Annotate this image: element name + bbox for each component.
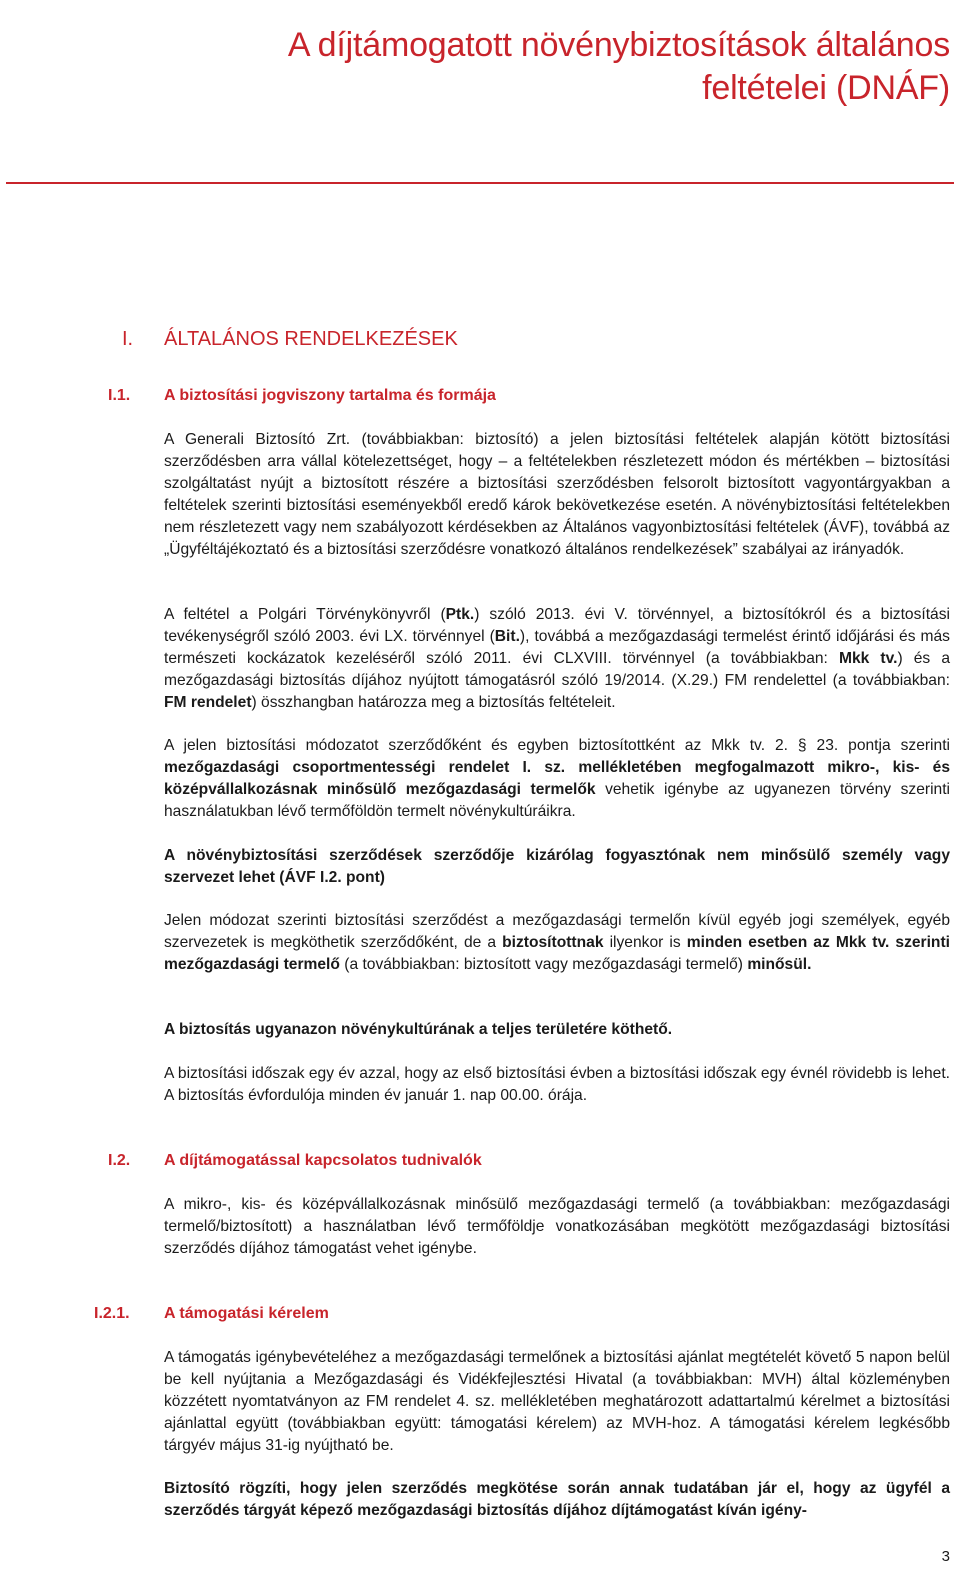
paragraph-other-contractors: Jelen módozat szerinti biztosítási szerződést a mezőgazdasági termelőn kívül egyéb jogi személyek, egyéb szervezetek is megköthetik szerződőként, de a biztosítottnak ilyenkor is minden esetben az Mkk tv. szerinti mezőgazdasági termelő (a továbbiakban: biztosított vagy mezőgazdasági termelő) minősül. <box>164 912 950 973</box>
paragraph-whole-area: A biztosítás ugyanazon növénykultúrának a teljes területére köthető. <box>164 1021 673 1038</box>
section-number: I.2.1. <box>94 1305 130 1322</box>
paragraph-intro: A Generali Biztosító Zrt. (továbbiakban: biztosító) a jelen biztosítási feltételek alapján kötött biztosítási szerződésben arra vállal kötelezettséget, hogy – a feltételekben részletezett módon és mértékben – biztosítási szolgáltatást nyújt a biztosított részére a biztosítási szerződésben felsorolt biztosított vagyontárgyakban a feltételek szerinti biztosítási eseményekből eredő károk bekövetkezése esetén. A növénybiztosítási feltételekben nem részletezett vagy nem szabályozott kérdésekben az Általános vagyonbiztosítási feltételek (ÁVF), továbbá az „Ügyféltájékoztató és a biztosítási szerződésre vonatkozó általános rendelkezések” szabályai az irányadók. <box>164 431 950 558</box>
section-number: I.1. <box>108 387 131 404</box>
page-number: 3 <box>941 1548 950 1565</box>
section-title: A biztosítási jogviszony tartalma és formája <box>164 387 496 404</box>
chapter-number: I. <box>122 328 134 350</box>
section-title: A díjtámogatással kapcsolatos tudnivalók <box>164 1152 482 1169</box>
section-number: I.2. <box>108 1152 131 1169</box>
document-title: A díjtámogatott növénybiztosítások általános feltételei (DNÁF) <box>287 26 950 107</box>
section-title: A támogatási kérelem <box>164 1305 329 1322</box>
paragraph-insurer-statement: Biztosító rögzíti, hogy jelen szerződés megkötése során annak tudatában jár el, hogy az ügyfél a szerződés tárgyát képező mezőgazdasági biztosítás díjához díjtámogatást kíván igény- <box>164 1480 950 1519</box>
paragraph-subsidy-request: A támogatás igénybevételéhez a mezőgazdasági termelőnek a biztosítási ajánlat megtételét követő 5 napon belül be kell nyújtania a Mezőgazdasági és Vidékfejlesztési Hivatal (a továbbiakban: MVH) által közleményben közzétett nyomtatványon az FM rendelet 4. sz. mellékletében meghatározott adattartalmú kérelmet a biztosítási ajánlattal együtt (továbbiakban együtt: támogatási kérelem) az MVH-hoz. A támogatási kérelem legkésőbb tárgyév május 31-ig nyújtható be. <box>164 1349 950 1454</box>
title-divider <box>6 182 954 184</box>
paragraph-subsidy-info: A mikro-, kis- és középvállalkozásnak minősülő mezőgazdasági termelő (a továbbiakban: mezőgazdasági termelő/biztosított) a használatban lévő termőföldje vonatkozásában megkötött mezőgazdasági biztosítási szerződés díjához támogatást vehet igénybe. <box>164 1196 950 1257</box>
chapter-title: ÁLTALÁNOS RENDELKEZÉSEK <box>164 328 458 350</box>
paragraph-eligibility: A jelen biztosítási módozatot szerződőként és egyben biztosítottként az Mkk tv. 2. § 23. pontja szerinti mezőgazdasági csoportmentességi rendelet I. sz. mellékletében megfogalmazott mikro-, kis- és középvállalkozásnak minősülő mezőgazdasági termelők vehetik igénybe az ugyanezen törvény szerinti használatukban lévő termőföldön termelt növénykultúráikra. <box>164 737 950 820</box>
paragraph-insurance-period: A biztosítási időszak egy év azzal, hogy az első biztosítási évben a biztosítási időszak egy évnél rövidebb is lehet. A biztosítás évfordulója minden év január 1. nap 00.00. órája. <box>164 1065 950 1104</box>
paragraph-contractor-restriction: A növénybiztosítási szerződések szerződője kizárólag fogyasztónak nem minősülő személy vagy szervezet lehet (ÁVF I.2. pont) <box>164 847 950 886</box>
paragraph-legal-basis: A feltétel a Polgári Törvénykönyvről (Ptk.) szóló 2013. évi V. törvénnyel, a biztosítókról és a biztosítási tevékenységről szóló 2003. évi LX. törvénnyel (Bit.), továbbá a mezőgazdasági termelést érintő időjárási és más természeti kockázatok kezeléséről szóló 2011. évi CLXVIII. törvénnyel (a továbbiakban: Mkk tv.) és a mezőgazdasági biztosítás díjához nyújtott támogatásról szóló 19/2014. (X.29.) FM rendelettel (a továbbiakban: FM rendelet) összhangban határozza meg a biztosítás feltételeit. <box>164 606 951 711</box>
